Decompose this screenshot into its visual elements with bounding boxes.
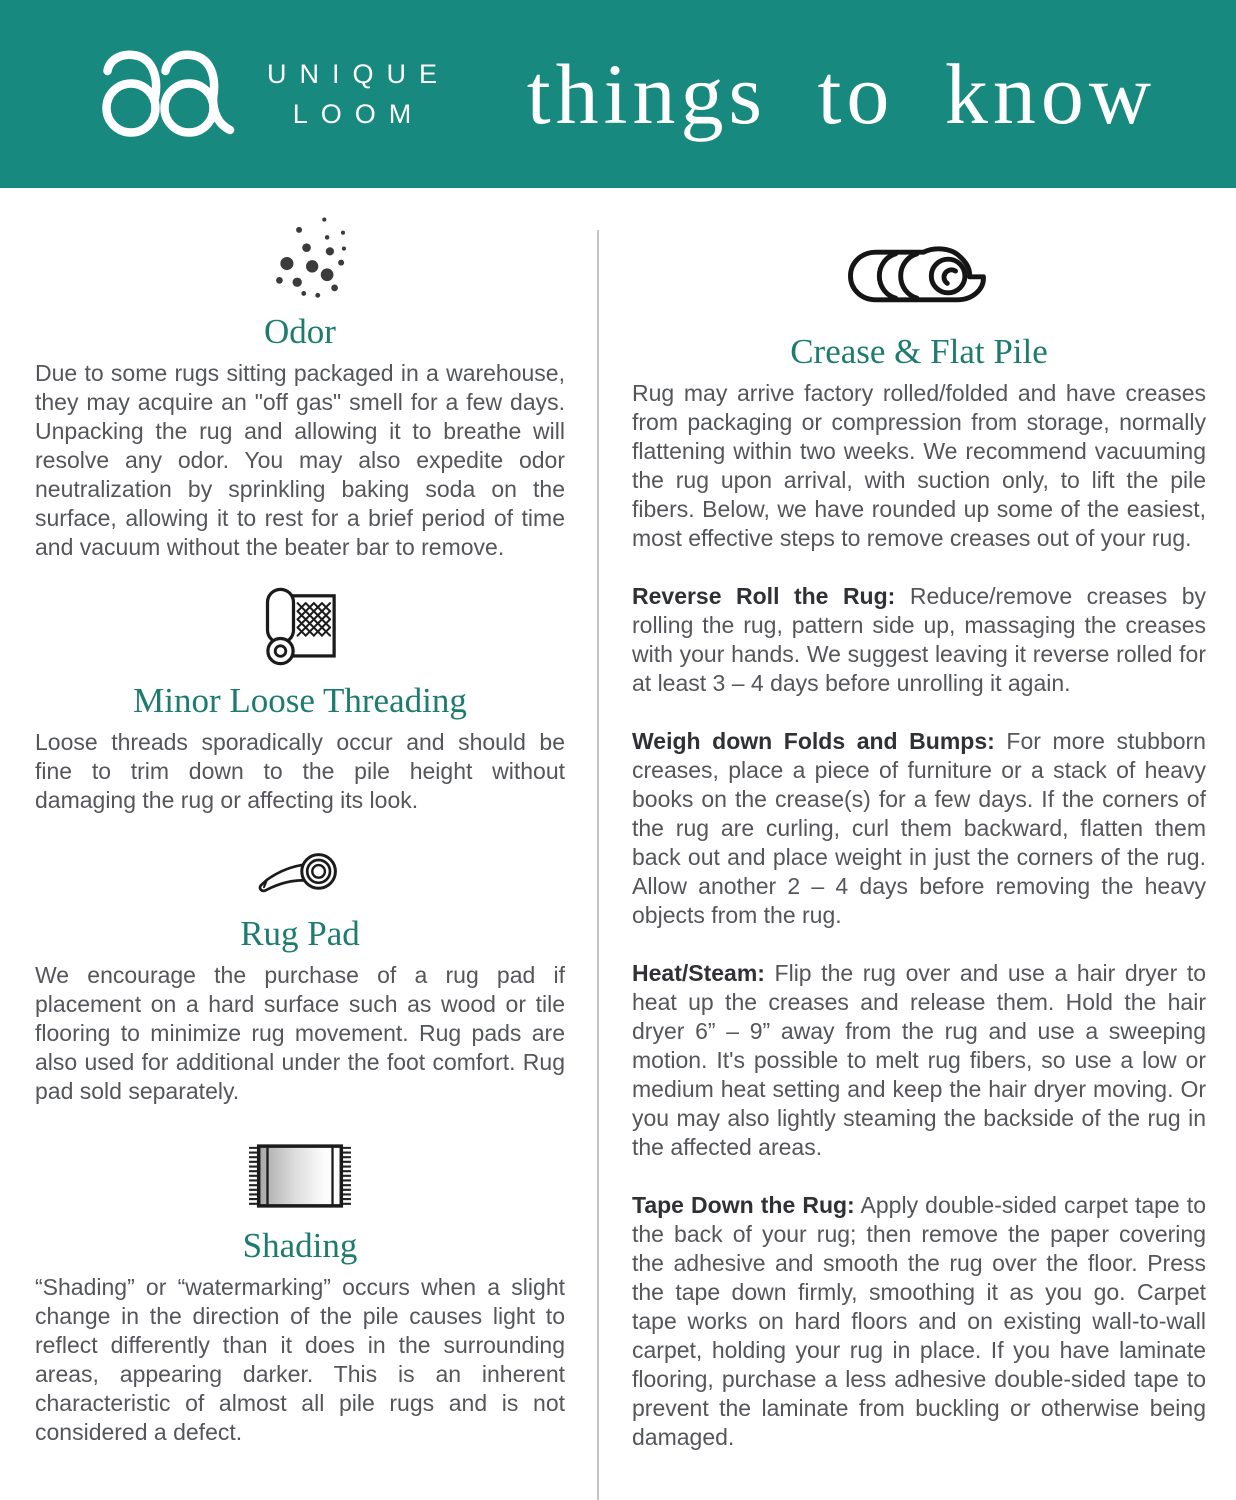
section-heading-odor: Odor <box>264 312 336 351</box>
tip-text-tape-down: Apply double-sided carpet tape to the back of your rug; then remove the paper covering the adhesive and smooth the rug over the floor. Press the tape down firmly, smoothing it as you go. Carpet tape works on hard floors and on existing wall-to-wall carpet, holding your rug in place. If you have laminate flooring, purchase a less adhesive double-sided tape to prevent the laminate from buckling or otherwise being damaged. <box>632 1192 1206 1450</box>
column-divider <box>597 230 599 1500</box>
section-shading <box>35 1138 565 1447</box>
tip-label-heat-steam: Heat/Steam: <box>632 960 765 986</box>
section-minor-loose-threading <box>35 586 565 815</box>
section-odor <box>35 214 565 562</box>
left-column <box>0 188 597 1452</box>
tip-label-tape-down: Tape Down the Rug: <box>632 1192 855 1218</box>
section-body-rugpad: We encourage the purchase of a rug pad if placement on a hard surface such as wood or tile flooring to minimize rug movement. Rug pads are also used for additional under the foot comfort. Rug pad sold separately. <box>35 962 565 1104</box>
brand-name-line1: UNIQUE <box>267 58 451 89</box>
tip-label-weigh-down: Weigh down Folds and Bumps: <box>632 728 995 754</box>
tip-text-reverse-roll: Reduce/remove creases by rolling the rug, pattern side up, massaging the creases with your hands. We suggest leaving it reverse rolled for at least 3 – 4 days before unrolling it again. <box>632 583 1207 696</box>
tip-weigh-down <box>632 727 1206 930</box>
tip-heat-steam <box>632 959 1206 1162</box>
section-body-threading: Loose threads sporadically occur and should be fine to trim down to the pile height without damaging the rug or affecting its look. <box>35 729 565 813</box>
tip-text-weigh-down: For more stubborn creases, place a piece of furniture or a stack of heavy books on the crease(s) for a few days. If the corners of the rug are curling, curl them backward, flatten them back out and place weight in just the corners of the rug. Allow another 2 – 4 days before removing the heavy objects from the rug. <box>632 728 1206 928</box>
rug-fringe-shading-icon <box>242 1138 358 1214</box>
brand-logo <box>100 50 450 138</box>
header-banner <box>0 0 1236 188</box>
rug-pad-roll-icon <box>255 845 345 902</box>
unique-loom-logo-icon <box>100 50 236 138</box>
section-body-shading: “Shading” or “watermarking” occurs when a slight change in the direction of the pile causes light to reflect differently than it does in the surrounding areas, appearing darker. This is an inherent characteristic of almost all pile rugs and is not considered a defect. <box>35 1274 565 1445</box>
odor-dots-icon <box>252 214 348 300</box>
section-intro-crease: Rug may arrive factory rolled/folded and have creases from packaging or compression from storage, normally flattening within two weeks. We recommend vacuuming the rug upon arrival, with suction only, to lift the pile fibers. Below, we have rounded up some of the easiest, most effective steps to remove creases out of your rug. <box>632 380 1206 551</box>
brand-name-line2: LOOM <box>292 99 425 129</box>
tip-tape-down <box>632 1191 1206 1452</box>
section-heading-shading: Shading <box>242 1226 358 1265</box>
page-title: things to know <box>526 46 1156 142</box>
section-crease-flat-pile <box>632 244 1206 1452</box>
tip-reverse-roll <box>632 582 1206 698</box>
section-heading-rugpad: Rug Pad <box>240 914 360 953</box>
tip-label-reverse-roll: Reverse Roll the Rug: <box>632 583 896 609</box>
content-area <box>0 188 1236 1452</box>
rolled-rug-crosshatch-icon <box>261 586 339 669</box>
right-column <box>597 188 1236 1452</box>
section-rug-pad <box>35 845 565 1106</box>
rolled-rug-spiral-icon <box>843 244 995 308</box>
section-body-odor: Due to some rugs sitting packaged in a warehouse, they may acquire an "off gas" smell for a few days. Unpacking the rug and allowing it to breathe will resolve any odor. You may also expedite odor neutralization by sprinkling baking soda on the surface, allowing it to rest for a brief period of time and vacuum without the beater bar to remove. <box>35 360 565 560</box>
section-heading-threading: Minor Loose Threading <box>133 681 467 720</box>
section-heading-crease: Crease & Flat Pile <box>790 332 1048 371</box>
tip-text-heat-steam: Flip the rug over and use a hair dryer to heat up the creases and release them. Hold the hair dryer 6” – 9” away from the rug and use a sweeping motion. It's possible to melt rug fibers, so use a low or medium heat setting and keep the hair dryer moving. Or you may also lightly steaming the backside of the rug in the affected areas. <box>632 960 1207 1160</box>
brand-name <box>254 54 450 135</box>
